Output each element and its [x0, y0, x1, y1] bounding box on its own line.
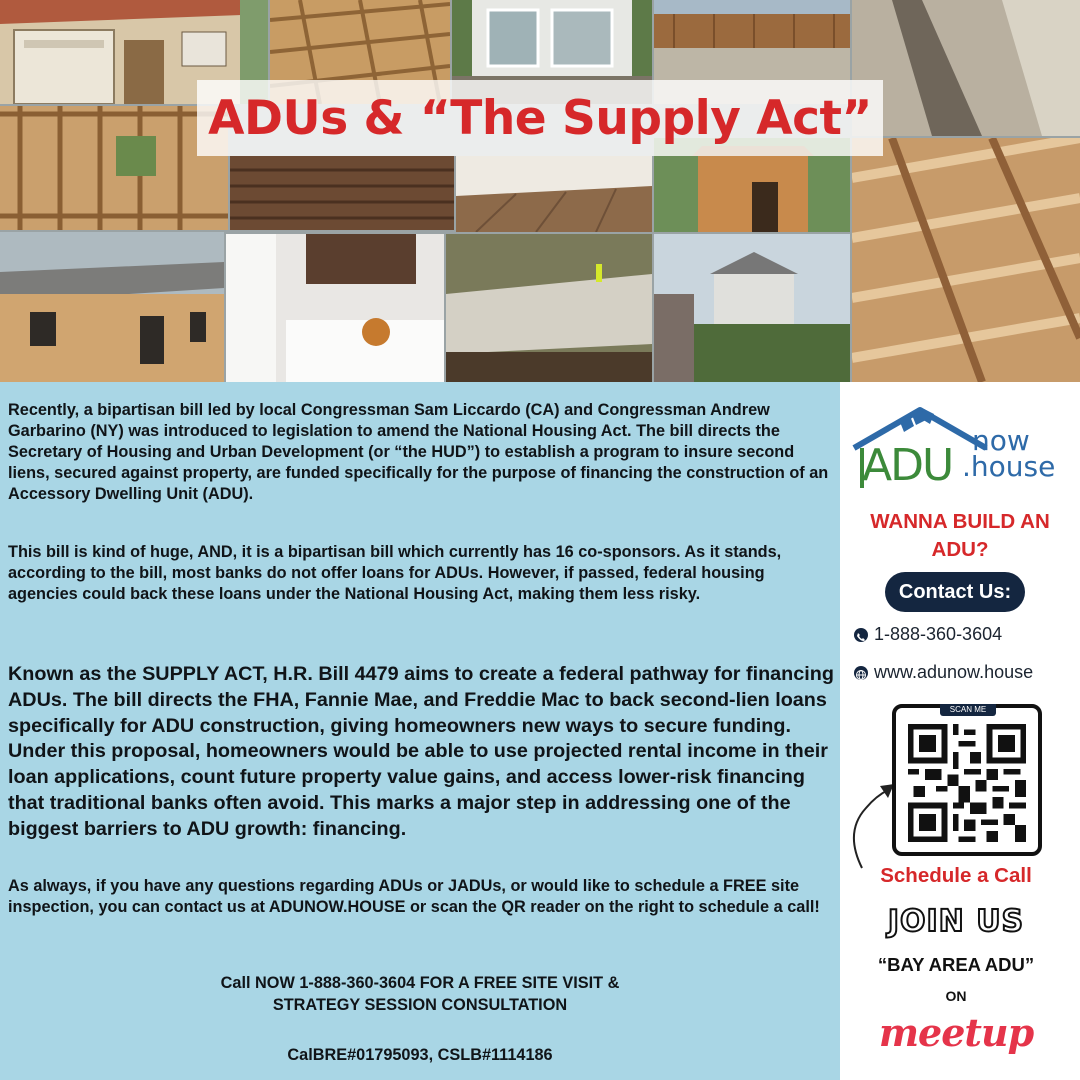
contact-sidebar	[840, 382, 1080, 1080]
adunow-logo	[848, 404, 1074, 500]
globe-icon	[854, 666, 868, 680]
title-banner	[197, 80, 883, 156]
hillside-house-photo	[654, 234, 850, 382]
cta-line-2: STRATEGY SESSION CONSULTATION	[272, 996, 568, 1014]
wall-framing-photo	[0, 106, 228, 230]
photo-collage	[0, 0, 1080, 382]
call-to-action	[0, 972, 840, 1016]
on-label: ON	[945, 988, 967, 1004]
phone-row[interactable]	[854, 624, 1002, 645]
kitchen-floor-photo	[456, 156, 652, 232]
website-row[interactable]	[854, 662, 1033, 683]
article-paragraph-3: Known as the SUPPLY ACT, H.R. Bill 4479 aims to create a federal pathway for financing ADUs. The bill directs the FHA, Fannie Mae, and Freddie Mac to back second-lien loans specifically for ADU construction, giving homeowners new ways to secure funding. Under this proposal, homeowners would be able to use projected rental income in their loan applications, count future property value gains, and access lower-risk financing that traditional banks often avoid. This marks a major step in addressing one of the biggest barriers to ADU growth: financing.	[8, 663, 834, 840]
meetup-group-name: “BAY AREA ADU”	[877, 954, 1035, 975]
schedule-call-link[interactable]: Schedule a Call	[880, 864, 1032, 887]
logo-adu: ADU	[862, 440, 953, 491]
foundation-trench-photo	[852, 0, 1080, 136]
cta-line-1: Call NOW 1-888-360-3604 FOR A FREE SITE VISIT &	[220, 974, 620, 992]
article-paragraph-4: As always, if you have any questions regarding ADUs or JADUs, or would like to schedule a FREE site inspection, you can contact us at ADUNOW.HOUSE or scan the QR reader on the right to schedule a call!	[8, 877, 820, 916]
license-number: CalBRE#01795093, CSLB#1114186	[287, 1046, 553, 1064]
article-paragraph-1: Recently, a bipartisan bill led by local Congressman Sam Liccardo (CA) and Congressman Andrew Garbarino (NY) was introduced to legislation to amend the National Housing Act. The bill directs the Secretary of Housing and Urban Development (or “the HUD”) to establish a program to insure second liens, secured against property, are funded specifically for the purpose of financing the construction of an Accessory Dwelling Unit (ADU).	[8, 401, 829, 503]
contact-us-button[interactable]: Contact Us:	[885, 572, 1025, 612]
sheathed-adu-photo	[0, 232, 224, 382]
meetup-logo[interactable]: meetup	[878, 1010, 1034, 1055]
phone-number[interactable]: 1-888-360-3604	[874, 624, 1003, 644]
concrete-slab-photo	[446, 234, 652, 382]
website-link[interactable]: www.adunow.house	[874, 662, 1034, 682]
deck-fence-photo	[230, 156, 454, 230]
white-kitchen-photo	[226, 234, 444, 382]
roof-rafters-photo	[852, 138, 1080, 382]
join-us-heading: JOIN US	[887, 904, 1025, 939]
build-adu-heading	[840, 508, 1080, 564]
logo-now: now	[972, 424, 1030, 457]
qr-code[interactable]	[892, 704, 1042, 856]
article-panel	[0, 382, 840, 1080]
wanna-line-1: WANNA BUILD AN	[870, 510, 1050, 533]
phone-icon	[854, 628, 868, 642]
wanna-line-2: ADU?	[931, 538, 989, 561]
article-paragraph-2: This bill is kind of huge, AND, it is a bipartisan bill which currently has 16 co-sponsors. As it stands, according to the bill, most banks do not offer loans for ADUs. However, if passed, federal housing agencies could back these loans under the National Housing Act, making them less risky.	[8, 543, 782, 603]
page-title: ADUs & “The Supply Act”	[208, 90, 872, 146]
logo-house: .house	[962, 450, 1056, 483]
scan-me-tag: SCAN ME	[940, 704, 996, 716]
qr-code-icon	[908, 724, 1026, 842]
